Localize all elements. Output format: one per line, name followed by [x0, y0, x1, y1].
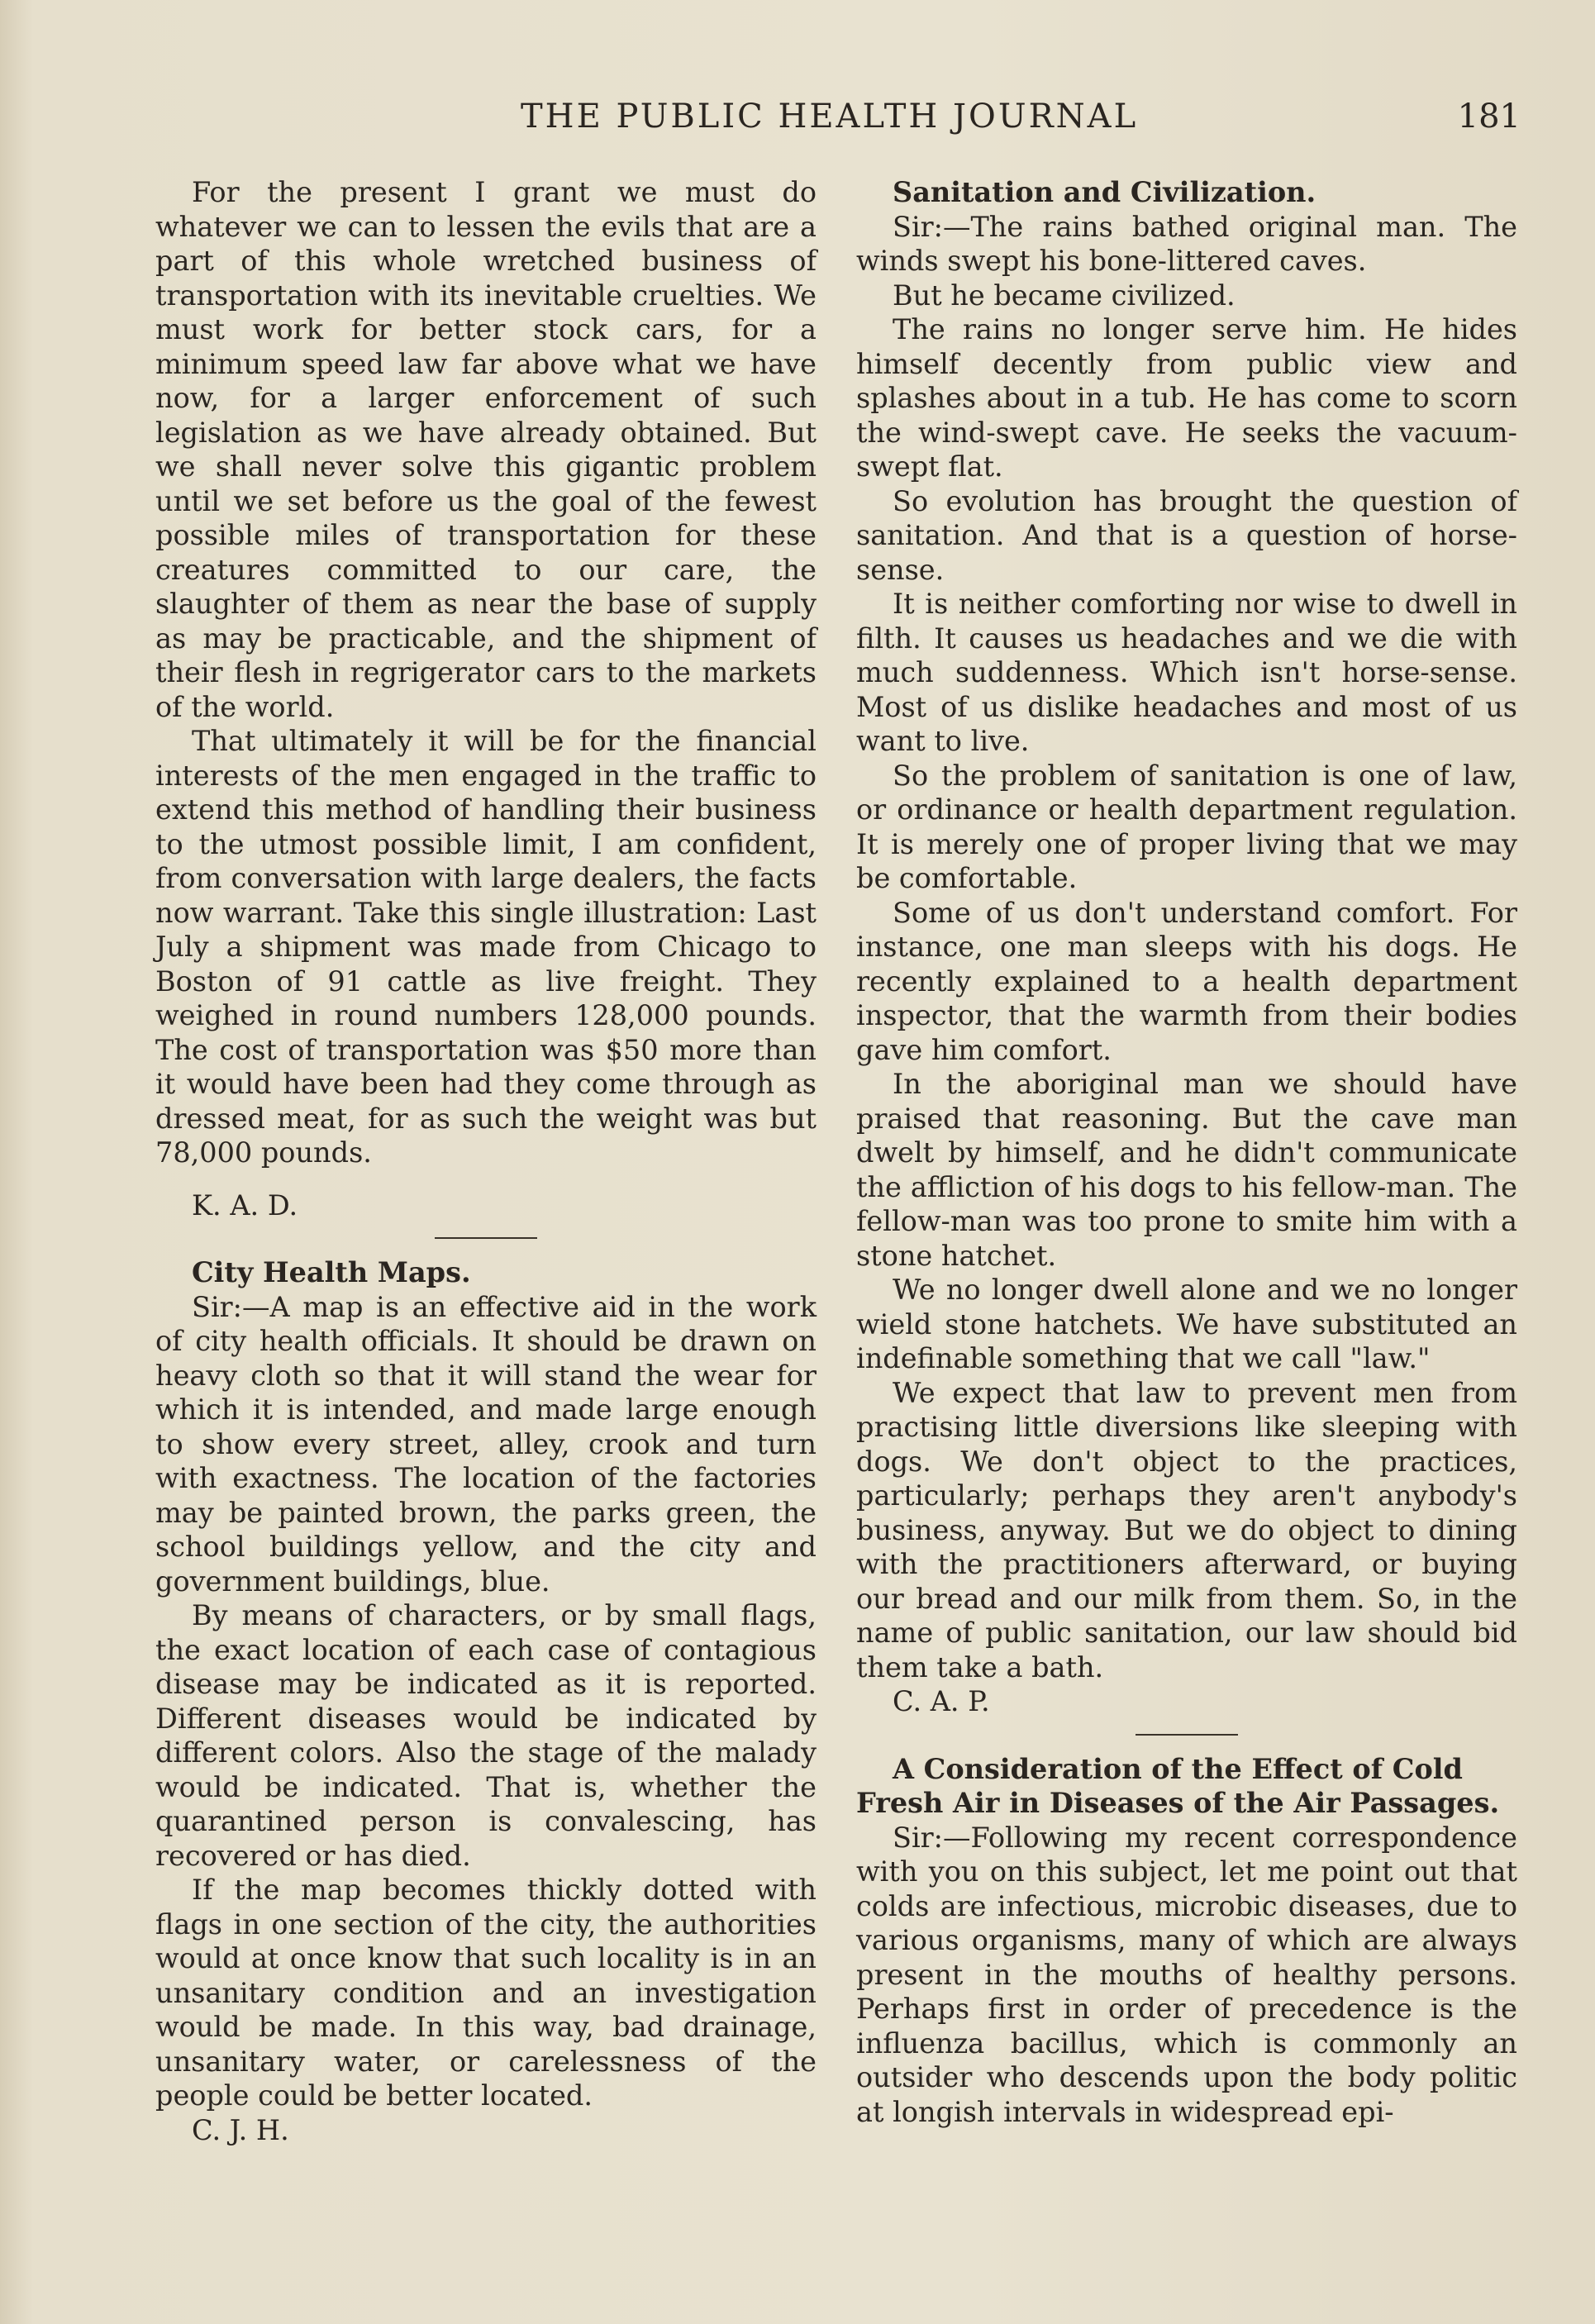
- paragraph: So evolution has brought the question of sanitation. And that is a question of horse-sense.: [856, 484, 1517, 586]
- paragraph: So the problem of sanitation is one of law, or ordinance or health department regulation. It is merely one of proper living that we may be comfortable.: [856, 759, 1517, 894]
- paragraph: Sir:—The rains bathed original man. The winds swept his bone-littered caves.: [856, 210, 1517, 277]
- paragraph: It is neither comforting nor wise to dwell in filth. It causes us headaches and we die with much suddenness. Which isn't horse-sense. Most of us dislike headaches and most of us want to live.: [856, 588, 1517, 757]
- paragraph: In the aboriginal man we should have praised that reasoning. But the cave man dwelt by himself, and he didn't communicate the affliction of his dogs to his fellow-man. The fellow-man was too prone to smite him with a stone hatchet.: [856, 1068, 1517, 1272]
- paragraph: Some of us don't understand comfort. For instance, one man sleeps with his dogs. He recently explained to a health department inspector, that the warmth from their bodies gave him comfort.: [856, 896, 1517, 1066]
- right-column: [856, 175, 1517, 2129]
- page-header: [157, 98, 1521, 147]
- paragraph: For the present I grant we must do whatever we can to lessen the evils that are a part of this whole wretched business of transportation with its inevitable cruelties. We must work for better stock cars, for a minimum speed law far above what we have now, for a larger enforcement of such legislation as we have already obtained. But we shall never solve this gigantic problem until we set before us the goal of the fewest possible miles of transportation for these creatures committed to our care, the slaughter of them as near the base of supply as may be practicable, and the shipment of their flesh in regrigerator cars to the markets of the world.: [155, 176, 817, 723]
- paragraph: We expect that law to prevent men from practising little diversions like sleeping with dogs. We don't object to the practices, particularly; perhaps they aren't anybody's business, anyway. But we do object to dining with the practitioners afterward, or buying our bread and our milk from them. So, in the name of public sanitation, our law should bid them take a bath.: [856, 1376, 1517, 1683]
- paragraph: We no longer dwell alone and we no longer wield stone hatchets. We have substituted an indefinable something that we call "law.": [856, 1274, 1517, 1374]
- signature: C. J. H.: [192, 2113, 289, 2146]
- paragraph: The rains no longer serve him. He hides himself decently from public view and splashes about in a tub. He has come to scorn the wind-swept cave. He seeks the vacuum-swept flat.: [856, 313, 1517, 483]
- page-number: 181: [1457, 98, 1521, 136]
- signature: C. A. P.: [893, 1685, 990, 1717]
- paragraph: Sir:—A map is an effective aid in the work of city health officials. It should be drawn on heavy cloth so that it will stand the wear for which it is intended, and made large enough to show every street, alley, crook and turn with exactness. The location of the factories may be painted brown, the parks green, the school buildings yellow, and the city and government buildings, blue.: [155, 1290, 817, 1598]
- paragraph: But he became civilized.: [893, 279, 1236, 312]
- journal-title: THE PUBLIC HEALTH JOURNAL: [521, 98, 1139, 136]
- paragraph: By means of characters, or by small flags, the exact location of each case of contagious disease may be indicated as it is reported. Different diseases would be indicated by different colors. Also the stage of the malady would be indicated. That is, whether the quarantined person is convalescing, has recovered or has died.: [155, 1599, 817, 1872]
- signature: K. A. D.: [192, 1188, 298, 1222]
- paragraph: If the map becomes thickly dotted with flags in one section of the city, the authorities would at once know that such locality is in an unsanitary condition and an investigation would be made. In this way, bad drainage, unsanitary water, or carelessness of the people could be better located.: [155, 1874, 817, 2112]
- article-title: City Health Maps.: [192, 1256, 471, 1288]
- section-divider: [1136, 1734, 1238, 1736]
- paragraph: Sir:—Following my recent correspondence with you on this subject, let me point out that colds are infectious, microbic diseases, due to various organisms, many of which are always present in the mouths of healthy persons. Perhaps first in order of precedence is the influenza bacillus, which is commonly an outsider who descends upon the body politic at longish intervals in widespread epi-: [856, 1821, 1517, 2128]
- article-title: A Consideration of the Effect of Cold Fresh Air in Diseases of the Air Passages.: [856, 1752, 1500, 1819]
- article-title: Sanitation and Civilization.: [893, 176, 1316, 208]
- left-column: [155, 175, 817, 2147]
- paragraph: That ultimately it will be for the financial interests of the men engaged in the traffic to extend this method of handling their business to the utmost possible limit, I am confident, from conversation with large dealers, the facts now warrant. Take this single illustration: Last July a shipment was made from Chicago to Boston of 91 cattle as live freight. They weighed in round numbers 128,000 pounds. The cost of transportation was $50 more than it would have been had they come through as dressed meat, for as such the weight was but 78,000 pounds.: [155, 725, 817, 1169]
- section-divider: [435, 1237, 537, 1239]
